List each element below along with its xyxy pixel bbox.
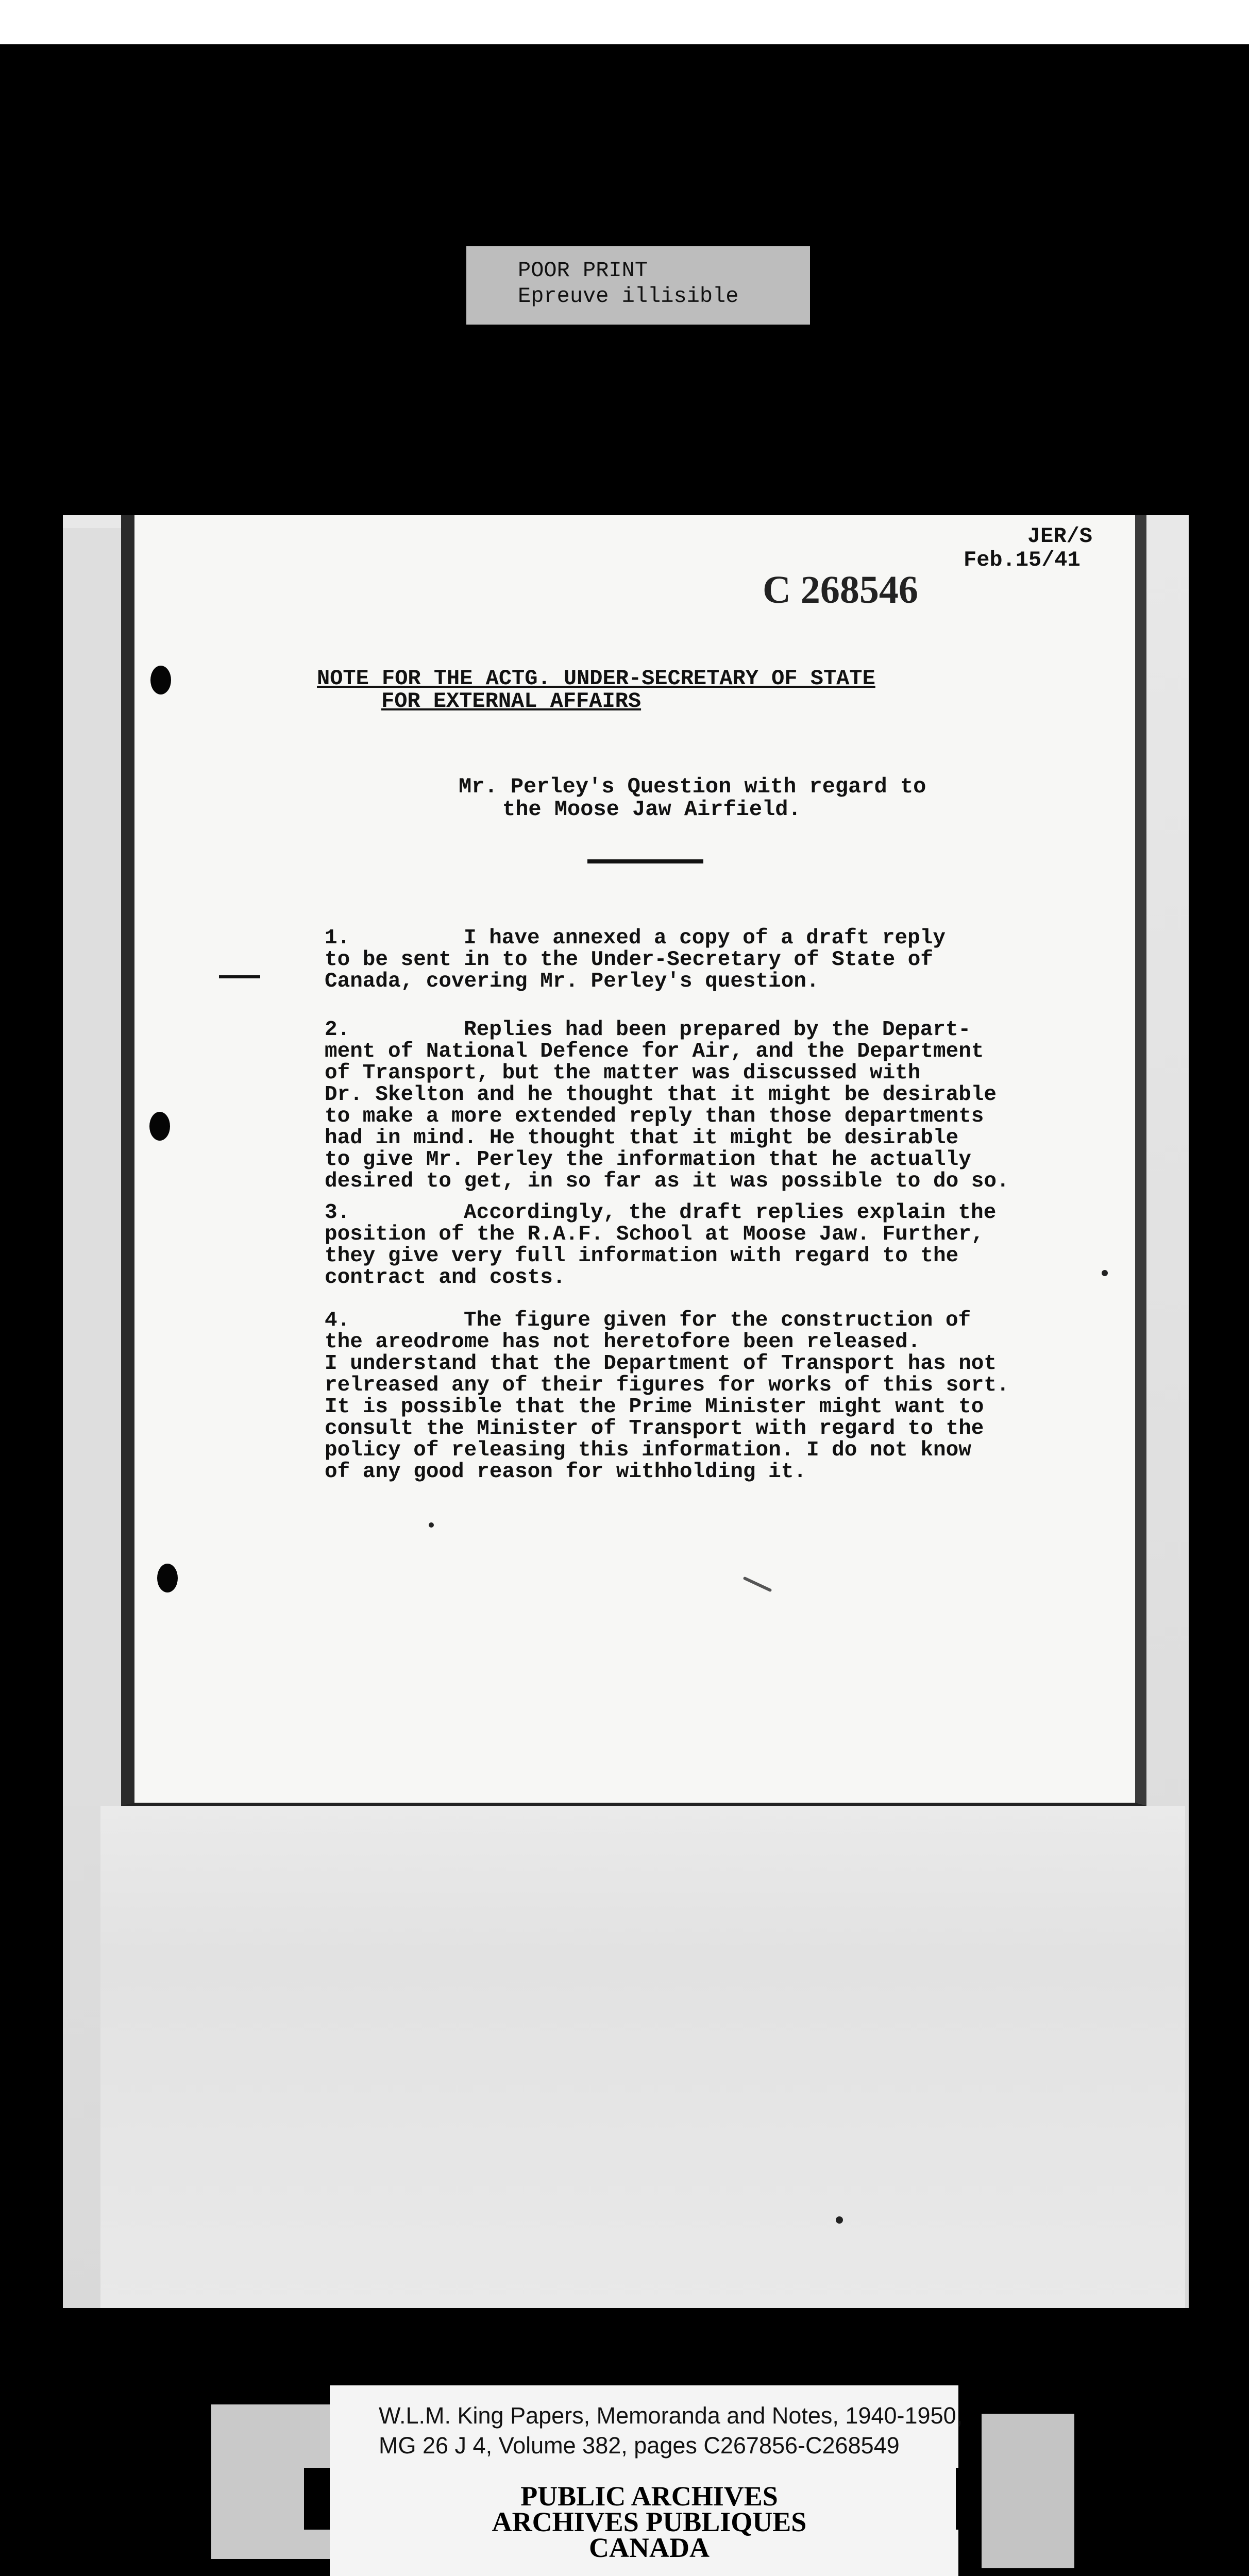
paragraph-line: of Transport, but the matter was discussed with (325, 1061, 921, 1085)
paragraph-line: I understand that the Department of Transport has not (325, 1352, 997, 1376)
poor-print-line1: POOR PRINT (518, 258, 648, 283)
paragraph-number: 4. (325, 1309, 350, 1332)
reference-code (964, 524, 1092, 572)
paragraph-line: contract and costs. (325, 1266, 566, 1290)
paragraph-line: It is possible that the Prime Minister might want to (325, 1395, 984, 1419)
reference-initials: JER/S (1027, 524, 1092, 549)
paragraph-number: 2. (325, 1018, 350, 1042)
caption-line2: MG 26 J 4, Volume 382, pages C267856-C268549 (379, 2432, 900, 2459)
paragraph-line: to be sent in to the Under-Secretary of State of (325, 948, 933, 972)
paragraph-1 (325, 927, 946, 992)
underlying-paper (100, 1806, 1185, 2308)
stamp-line3: CANADA (589, 2532, 710, 2563)
paragraph-line (325, 1019, 1009, 1041)
paragraph-line: policy of releasing this information. I do not know (325, 1438, 971, 1462)
margin-mark (219, 975, 260, 978)
poor-print-line2: Epreuve illisible (518, 284, 739, 309)
heading-line2: FOR EXTERNAL AFFAIRS (381, 689, 642, 714)
paragraph-line: consult the Minister of Transport with regard to the (325, 1417, 984, 1440)
poor-print-label (466, 246, 810, 325)
reference-date: Feb.15/41 (964, 548, 1081, 572)
paragraph-number: 1. (325, 926, 350, 950)
paragraph-line: the areodrome has not heretofore been released. (325, 1330, 921, 1354)
divider-rule (587, 859, 703, 863)
paragraph-4 (325, 1310, 1009, 1483)
memo-heading (317, 667, 875, 713)
paragraph-text: The figure given for the construction of (464, 1309, 971, 1332)
paragraph-line: ment of National Defence for Air, and the Department (325, 1040, 984, 1063)
stamp-line2: ARCHIVES PUBLIQUES (492, 2506, 807, 2537)
subject-line2: the Moose Jaw Airfield. (502, 797, 801, 822)
serial-number: C 268546 (763, 568, 918, 612)
punch-hole-top (150, 666, 171, 694)
ink-speck (1102, 1270, 1108, 1276)
heading-line1: NOTE FOR THE ACTG. UNDER-SECRETARY OF STATE (317, 666, 875, 691)
paragraph-line: position of the R.A.F. School at Moose Jaw. Further, (325, 1223, 984, 1246)
page-left-band (63, 528, 124, 1806)
archive-label-right-edge (982, 2414, 1074, 2568)
paragraph-line: to make a more extended reply than those departments (325, 1105, 984, 1128)
paragraph-line (325, 927, 946, 949)
ink-speck (429, 1522, 434, 1528)
subject-line1: Mr. Perley's Question with regard to (459, 774, 926, 799)
paragraph-line: of any good reason for withholding it. (325, 1460, 806, 1484)
paragraph-3 (325, 1202, 996, 1289)
paragraph-line: relreased any of their figures for works of this sort. (325, 1374, 1009, 1397)
paragraph-number: 3. (325, 1201, 350, 1225)
stamp-line1: PUBLIC ARCHIVES (520, 2481, 778, 2512)
paragraph-line: had in mind. He thought that it might be desirable (325, 1126, 959, 1150)
paragraph-line: Canada, covering Mr. Perley's question. (325, 970, 819, 993)
paragraph-line (325, 1310, 1009, 1331)
archive-label-notch-right (956, 2468, 982, 2530)
paragraph-text: Replies had been prepared by the Depart- (464, 1018, 971, 1042)
paragraph-line: desired to get, in so far as it was possible to do so. (325, 1170, 1009, 1193)
paragraph-text: I have annexed a copy of a draft reply (464, 926, 946, 950)
punch-hole-bottom (157, 1564, 178, 1592)
caption-line1: W.L.M. King Papers, Memoranda and Notes, 1940-1950, (379, 2402, 963, 2429)
archive-caption (379, 2401, 963, 2461)
punch-hole-middle (149, 1112, 170, 1141)
paragraph-line: to give Mr. Perley the information that he actually (325, 1148, 971, 1172)
archive-stamp (428, 2483, 871, 2561)
top-border (0, 0, 1249, 44)
paragraph-text: Accordingly, the draft replies explain the (464, 1201, 997, 1225)
paragraph-line: they give very full information with regard to the (325, 1244, 959, 1268)
memo-subject (459, 775, 926, 821)
paragraph-line (325, 1202, 996, 1224)
paragraph-2 (325, 1019, 1009, 1192)
ink-speck (836, 2216, 843, 2224)
paragraph-line: Dr. Skelton and he thought that it might be desirable (325, 1083, 997, 1107)
archive-label-notch-left (304, 2468, 330, 2530)
